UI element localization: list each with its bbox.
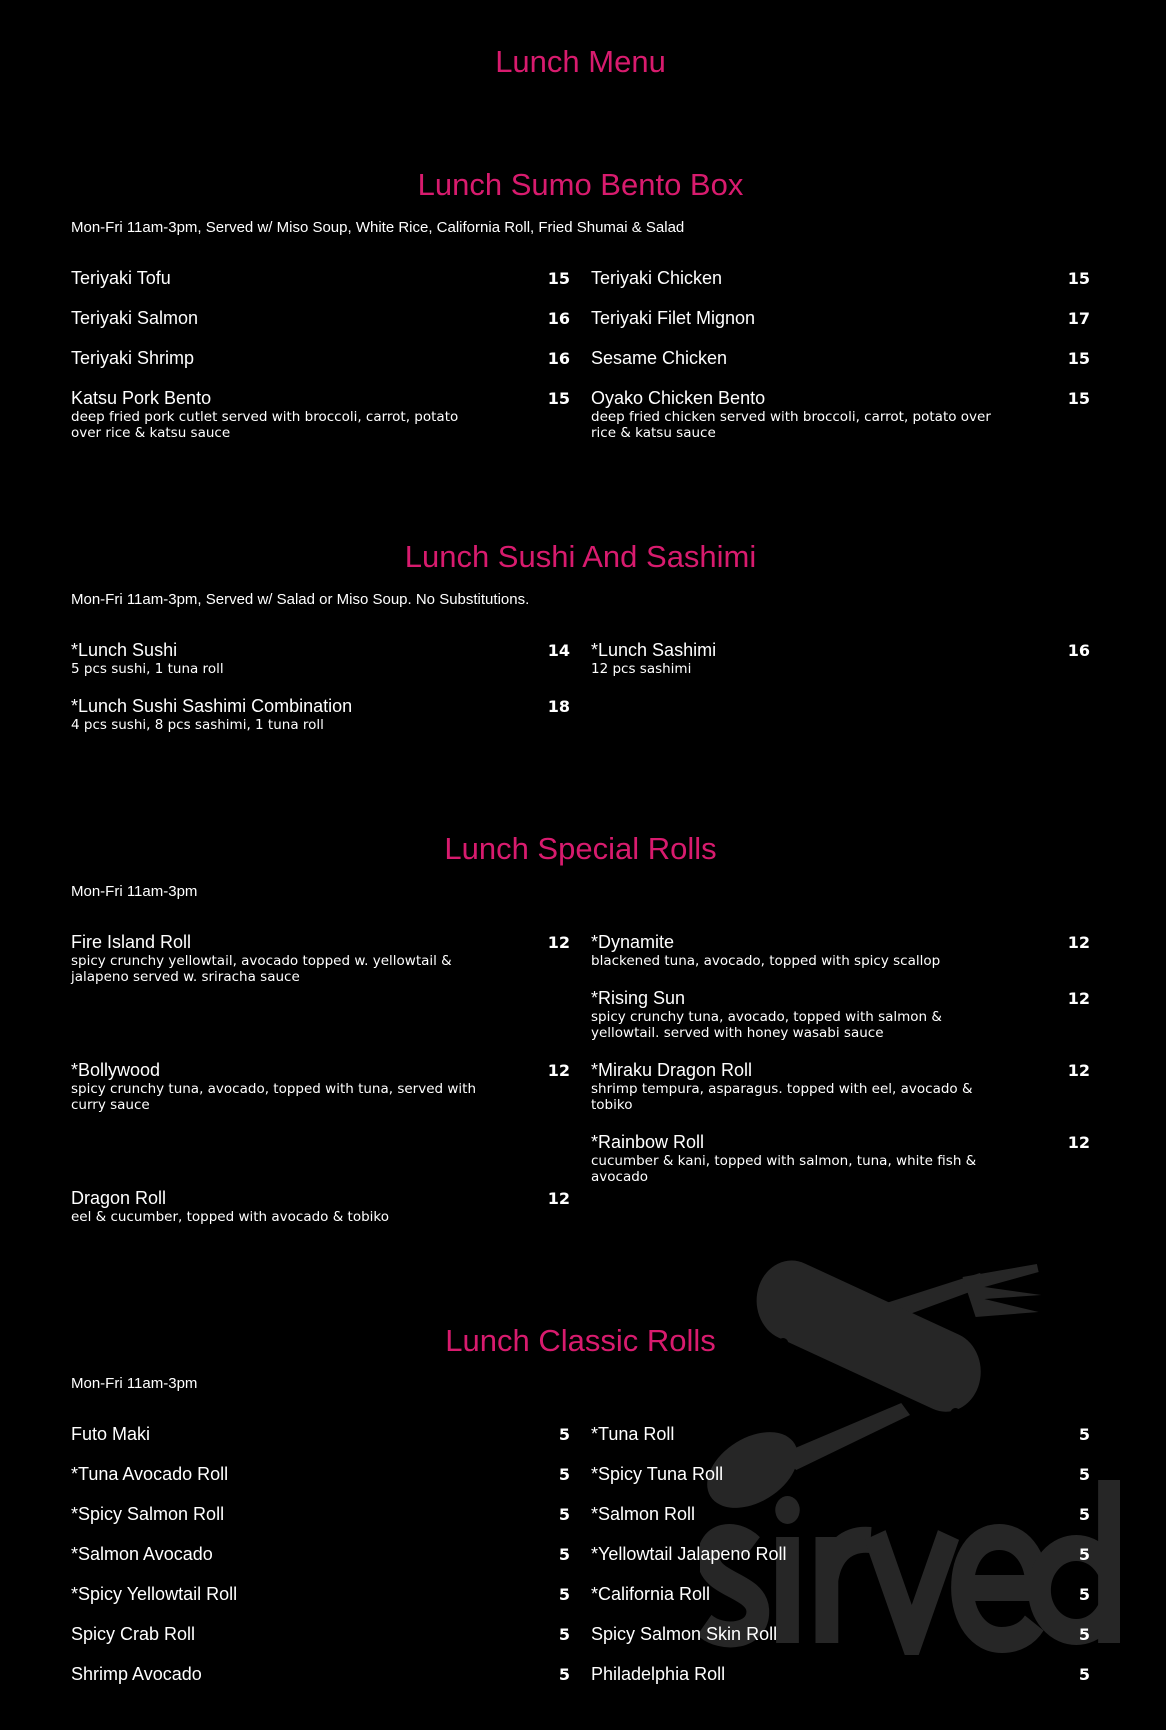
item-price: 12: [1067, 1060, 1090, 1080]
menu-item: [591, 267, 1090, 289]
page-title: Lunch Menu: [495, 44, 666, 79]
item-price: 12: [547, 1060, 570, 1080]
section-heading: Lunch Sumo Bento Box: [417, 167, 744, 202]
right-column: [591, 1423, 1090, 1703]
item-price: 5: [1078, 1624, 1090, 1644]
left-column: [71, 1423, 570, 1703]
item-price: 5: [558, 1664, 570, 1684]
item-price: 12: [1067, 988, 1090, 1008]
menu-item: [591, 1623, 1090, 1645]
item-name: *Miraku Dragon Roll: [591, 1059, 753, 1080]
item-name: Dragon Roll: [71, 1187, 167, 1208]
item-name: Oyako Chicken Bento: [591, 387, 766, 408]
item-price: 5: [1078, 1424, 1090, 1444]
item-price: 15: [1067, 388, 1090, 408]
menu-item: [71, 267, 570, 289]
menu-item: [71, 1623, 570, 1645]
item-price: 15: [1067, 268, 1090, 288]
item-name: *Salmon Avocado: [71, 1543, 213, 1564]
item-name: Teriyaki Shrimp: [71, 347, 195, 368]
menu-item: [591, 931, 1090, 969]
menu-item: [71, 1463, 570, 1485]
menu-item: [71, 1663, 570, 1685]
menu-item-row: [71, 1503, 570, 1525]
menu-item-row: [71, 1543, 570, 1565]
section-columns: [71, 931, 1090, 1243]
section-subtitle: Mon-Fri 11am-3pm, Served w/ Miso Soup, White Rice, California Roll, Fried Shumai & Salad: [71, 219, 685, 236]
menu-item: [591, 987, 1090, 1041]
item-name: Katsu Pork Bento: [71, 387, 212, 408]
section-heading: Lunch Special Rolls: [444, 831, 717, 866]
menu-item: [591, 347, 1090, 369]
item-name: *Tuna Roll: [591, 1423, 675, 1444]
item-price: 5: [1078, 1584, 1090, 1604]
menu-item: [71, 347, 570, 369]
menu-item-row: [71, 1583, 570, 1605]
item-description: deep fried pork cutlet served with broccoli, carrot, potato over rice & katsu sauce: [71, 409, 459, 441]
item-description: 12 pcs sashimi: [591, 661, 692, 677]
item-name: Sesame Chicken: [591, 347, 728, 368]
item-name: *Lunch Sushi: [71, 639, 178, 660]
menu-item: [71, 307, 570, 329]
menu-item-row: [71, 1059, 570, 1081]
menu-item-row: [591, 1503, 1090, 1525]
item-price: 15: [1067, 348, 1090, 368]
menu-item: [71, 695, 570, 733]
left-column: [71, 267, 570, 459]
item-price: 15: [547, 268, 570, 288]
menu-item-row: [71, 1463, 570, 1485]
item-price: 5: [558, 1464, 570, 1484]
item-description: spicy crunchy tuna, avocado, topped with tuna, served with curry sauce: [71, 1081, 477, 1113]
menu-item: [591, 1583, 1090, 1605]
menu-item-row: [591, 267, 1090, 289]
menu-item-row: [71, 387, 570, 409]
item-name: *Salmon Roll: [591, 1503, 696, 1524]
menu-item: [71, 1583, 570, 1605]
section-subtitle: Mon-Fri 11am-3pm, Served w/ Salad or Miso Soup. No Substitutions.: [71, 591, 530, 608]
left-column: [71, 931, 570, 1243]
item-name: Futo Maki: [71, 1423, 151, 1444]
item-name: Teriyaki Salmon: [71, 307, 199, 328]
item-name: *California Roll: [591, 1583, 711, 1604]
item-name: Fire Island Roll: [71, 931, 192, 952]
item-price: 12: [547, 932, 570, 952]
menu-item-row: [591, 639, 1090, 661]
item-name: *Spicy Yellowtail Roll: [71, 1583, 238, 1604]
menu-item-row: [591, 1059, 1090, 1081]
item-name: *Spicy Salmon Roll: [71, 1503, 225, 1524]
menu-item: [71, 1543, 570, 1565]
item-price: 5: [1078, 1664, 1090, 1684]
menu-item-row: [591, 931, 1090, 953]
menu-item: [71, 1423, 570, 1445]
menu-item: [591, 307, 1090, 329]
item-price: 15: [547, 388, 570, 408]
item-description: eel & cucumber, topped with avocado & tobiko: [71, 1209, 390, 1225]
menu-section: [71, 831, 1090, 1243]
section-columns: [71, 267, 1090, 459]
menu-item: [71, 639, 570, 677]
menu-item-row: [71, 347, 570, 369]
menu-item-row: [591, 1131, 1090, 1153]
left-column: [71, 639, 570, 751]
item-description: blackened tuna, avocado, topped with spicy scallop: [591, 953, 941, 969]
item-name: *Dynamite: [591, 931, 675, 952]
section-subtitle: Mon-Fri 11am-3pm: [71, 1375, 198, 1392]
menu-item: [71, 1187, 570, 1225]
right-column: [591, 639, 1090, 751]
item-price: 17: [1067, 308, 1090, 328]
item-description: cucumber & kani, topped with salmon, tuna, white fish & avocado: [591, 1153, 977, 1185]
item-name: Teriyaki Tofu: [71, 267, 171, 288]
item-price: 5: [558, 1584, 570, 1604]
item-price: 5: [558, 1504, 570, 1524]
menu-item-row: [591, 1543, 1090, 1565]
item-price: 18: [547, 696, 570, 716]
item-price: 12: [1067, 932, 1090, 952]
item-name: *Tuna Avocado Roll: [71, 1463, 229, 1484]
menu-section: [71, 167, 1090, 459]
menu-item-row: [591, 307, 1090, 329]
item-description: shrimp tempura, asparagus. topped with eel, avocado & tobiko: [591, 1081, 973, 1113]
menu-item-row: [71, 307, 570, 329]
item-price: 5: [558, 1624, 570, 1644]
menu-item-row: [591, 347, 1090, 369]
right-column: [591, 931, 1090, 1243]
item-price: 14: [547, 640, 570, 660]
menu-section: [71, 539, 1090, 751]
menu-item-row: [591, 1663, 1090, 1685]
menu-item: [591, 639, 1090, 677]
item-price: 5: [1078, 1504, 1090, 1524]
item-name: Shrimp Avocado: [71, 1663, 202, 1684]
menu-item: [591, 1463, 1090, 1485]
section-heading: Lunch Classic Rolls: [445, 1323, 716, 1358]
item-description: spicy crunchy yellowtail, avocado topped w. yellowtail & jalapeno served w. sriracha sauce: [71, 953, 452, 985]
section-columns: [71, 639, 1090, 751]
menu-item: [71, 931, 570, 1041]
menu-item: [591, 1663, 1090, 1685]
menu-item-row: [71, 1663, 570, 1685]
section-columns: [71, 1423, 1090, 1703]
menu-item: [71, 1503, 570, 1525]
menu-item-row: [71, 267, 570, 289]
item-description: 4 pcs sushi, 8 pcs sashimi, 1 tuna roll: [71, 717, 324, 733]
item-name: Spicy Salmon Skin Roll: [591, 1623, 778, 1644]
item-price: 12: [547, 1188, 570, 1208]
item-price: 16: [1067, 640, 1090, 660]
item-name: *Rainbow Roll: [591, 1131, 705, 1152]
item-price: 5: [558, 1544, 570, 1564]
menu-item-row: [71, 1423, 570, 1445]
menu-section: [71, 1323, 1090, 1703]
item-name: *Spicy Tuna Roll: [591, 1463, 724, 1484]
item-name: Teriyaki Chicken: [591, 267, 723, 288]
menu-item-row: [591, 1623, 1090, 1645]
menu-item-row: [71, 1623, 570, 1645]
menu-item: [591, 1131, 1090, 1185]
menu-item-row: [71, 931, 570, 953]
menu-item-row: [71, 1187, 570, 1209]
item-price: 5: [1078, 1464, 1090, 1484]
item-name: *Lunch Sushi Sashimi Combination: [71, 695, 353, 716]
menu-item-row: [591, 1463, 1090, 1485]
menu-item: [591, 1503, 1090, 1525]
item-description: deep fried chicken served with broccoli, carrot, potato over rice & katsu sauce: [591, 409, 991, 441]
section-subtitle: Mon-Fri 11am-3pm: [71, 883, 198, 900]
menu-item-row: [591, 987, 1090, 1009]
item-name: *Bollywood: [71, 1059, 161, 1080]
item-name: Spicy Crab Roll: [71, 1623, 196, 1644]
menu-item: [71, 1059, 570, 1169]
menu-item: [71, 387, 570, 441]
menu-item-row: [71, 695, 570, 717]
item-description: spicy crunchy tuna, avocado, topped with salmon & yellowtail. served with honey wasabi sauce: [591, 1009, 942, 1041]
item-name: Philadelphia Roll: [591, 1663, 726, 1684]
menu-item-row: [591, 1423, 1090, 1445]
menu-item: [591, 1543, 1090, 1565]
menu-item-row: [591, 387, 1090, 409]
item-name: *Yellowtail Jalapeno Roll: [591, 1543, 787, 1564]
item-price: 16: [547, 308, 570, 328]
item-price: 16: [547, 348, 570, 368]
menu-item: [591, 387, 1090, 441]
item-description: 5 pcs sushi, 1 tuna roll: [71, 661, 224, 677]
item-price: 12: [1067, 1132, 1090, 1152]
section-heading: Lunch Sushi And Sashimi: [404, 539, 757, 574]
item-name: *Rising Sun: [591, 987, 686, 1008]
item-price: 5: [1078, 1544, 1090, 1564]
menu-item: [591, 1423, 1090, 1445]
item-name: *Lunch Sashimi: [591, 639, 717, 660]
right-column: [591, 267, 1090, 459]
menu-item: [591, 1059, 1090, 1113]
item-price: 5: [558, 1424, 570, 1444]
menu-item-row: [591, 1583, 1090, 1605]
menu-item-row: [71, 639, 570, 661]
item-name: Teriyaki Filet Mignon: [591, 307, 756, 328]
